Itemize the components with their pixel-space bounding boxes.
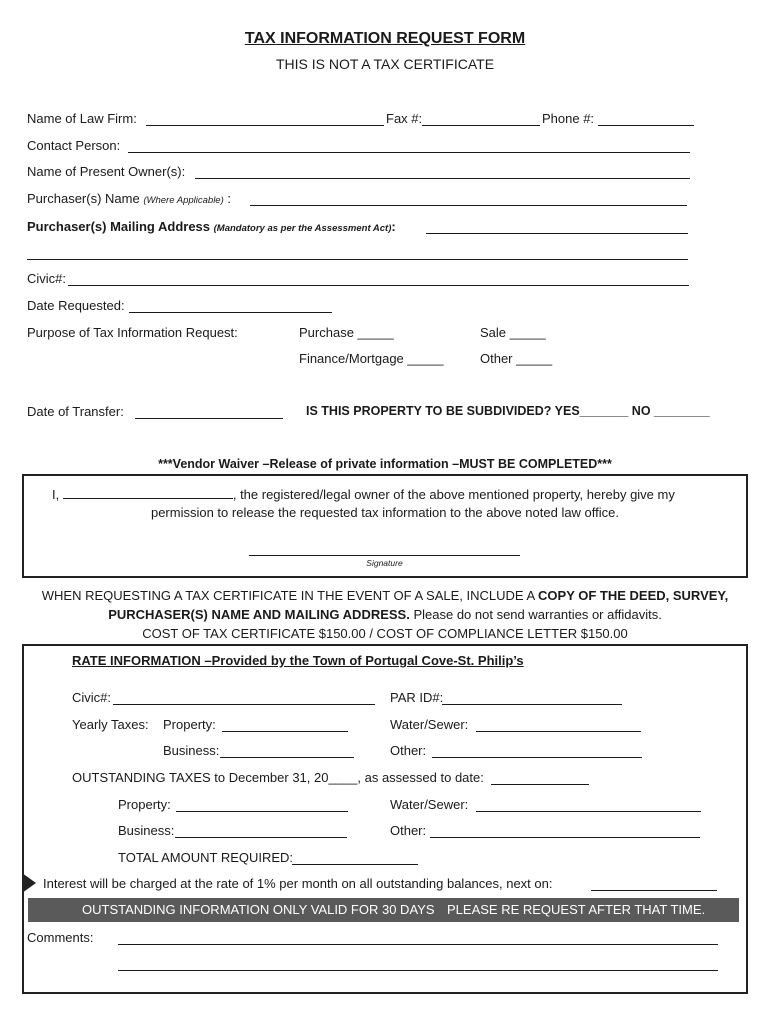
purchaser-name-input[interactable] <box>250 205 687 206</box>
owners-input[interactable] <box>195 178 690 179</box>
purchaser-name-text: Purchaser(s) Name <box>27 191 140 206</box>
outstanding-property-label: Property: <box>118 797 171 812</box>
comments-label: Comments: <box>27 930 94 945</box>
form-subtitle: THIS IS NOT A TAX CERTIFICATE <box>275 56 495 72</box>
waiver-line2: permission to release the requested tax information to the above noted law office. <box>150 505 620 520</box>
notice-line1-a: WHEN REQUESTING A TAX CERTIFICATE IN THE EVENT OF A SALE, INCLUDE A <box>41 588 539 603</box>
interest-text: Interest will be charged at the rate of 1% per month on all outstanding balances, next on: <box>43 876 553 891</box>
signature-label: Signature <box>366 558 403 568</box>
purchaser-name-colon: : <box>227 191 232 206</box>
yearly-business-label: Business: <box>163 743 220 758</box>
rate-heading: RATE INFORMATION –Provided by the Town of Portugal Cove-St. Philip’s <box>72 653 524 668</box>
par-input[interactable] <box>442 704 622 705</box>
notice-line2-a: PURCHASER(S) NAME AND MAILING ADDRESS. <box>108 607 410 622</box>
date-requested-input[interactable] <box>129 312 332 313</box>
mailing-address-note: (Mandatory as per the Assessment Act) <box>213 223 392 234</box>
banner-text-b: PLEASE RE REQUEST AFTER THAT TIME. <box>447 902 706 917</box>
outstanding-water-input[interactable] <box>476 811 701 812</box>
phone-label: Phone #: <box>542 111 595 126</box>
comments-input-2[interactable] <box>118 970 718 971</box>
mailing-address-input-2[interactable] <box>27 259 688 260</box>
par-label: PAR ID#: <box>390 690 444 705</box>
interest-date-input[interactable] <box>591 890 717 891</box>
phone-input[interactable] <box>598 125 694 126</box>
purpose-purchase[interactable]: Purchase _____ <box>299 325 394 340</box>
banner-text-a: OUTSTANDING INFORMATION ONLY VALID FOR 30 DAYS <box>82 902 435 917</box>
notice-line1 <box>0 588 770 603</box>
form-title: TAX INFORMATION REQUEST FORM <box>244 30 526 47</box>
outstanding-property-input[interactable] <box>176 811 348 812</box>
date-transfer-label: Date of Transfer: <box>27 404 124 419</box>
yearly-business-input[interactable] <box>220 757 354 758</box>
rate-info-box <box>22 644 748 994</box>
outstanding-water-label: Water/Sewer: <box>390 797 469 812</box>
owners-label: Name of Present Owner(s): <box>27 164 186 179</box>
subdivided-question: IS THIS PROPERTY TO BE SUBDIVIDED? YES_______ NO ________ <box>306 404 710 418</box>
purpose-other[interactable]: Other _____ <box>480 351 553 366</box>
notice-line2 <box>0 607 770 622</box>
purchaser-name-label <box>27 191 231 206</box>
notice-line3: COST OF TAX CERTIFICATE $150.00 / COST OF COMPLIANCE LETTER $150.00 <box>142 626 628 641</box>
mailing-address-colon: : <box>391 219 396 234</box>
waiver-line1-suffix: , the registered/legal owner of the above mentioned property, hereby give my <box>232 487 675 502</box>
waiver-owner-input[interactable] <box>63 486 233 499</box>
mailing-address-text: Purchaser(s) Mailing Address <box>27 219 211 234</box>
outstanding-label: OUTSTANDING TAXES to December 31, 20____, as assessed to date: <box>72 770 484 785</box>
rate-civic-input[interactable] <box>113 704 375 705</box>
outstanding-business-input[interactable] <box>175 837 347 838</box>
outstanding-other-label: Other: <box>390 823 427 838</box>
mailing-address-input[interactable] <box>426 233 688 234</box>
outstanding-input[interactable] <box>491 784 589 785</box>
arrow-marker-icon <box>22 873 36 893</box>
outstanding-business-label: Business: <box>118 823 175 838</box>
yearly-taxes-label: Yearly Taxes: <box>72 717 149 732</box>
date-transfer-input[interactable] <box>135 418 283 419</box>
fax-label: Fax #: <box>386 111 423 126</box>
total-input[interactable] <box>292 864 418 865</box>
outstanding-other-input[interactable] <box>430 837 700 838</box>
contact-label: Contact Person: <box>27 138 121 153</box>
purpose-finance[interactable]: Finance/Mortgage _____ <box>299 351 444 366</box>
rate-civic-label: Civic#: <box>72 690 112 705</box>
date-requested-label: Date Requested: <box>27 298 125 313</box>
law-firm-label: Name of Law Firm: <box>27 111 137 126</box>
notice-line2-b: Please do not send warranties or affidavits. <box>409 607 662 622</box>
purpose-sale[interactable]: Sale _____ <box>480 325 546 340</box>
signature-input[interactable] <box>249 555 520 556</box>
purchaser-name-note: (Where Applicable) <box>143 195 224 206</box>
yearly-other-input[interactable] <box>432 757 642 758</box>
total-label: TOTAL AMOUNT REQUIRED: <box>118 850 294 865</box>
waiver-heading: ***Vendor Waiver –Release of private information –MUST BE COMPLETED*** <box>158 457 612 471</box>
yearly-water-input[interactable] <box>476 731 641 732</box>
waiver-line1-prefix: I, <box>52 487 63 502</box>
validity-banner <box>28 898 739 922</box>
yearly-other-label: Other: <box>390 743 427 758</box>
waiver-line1 <box>52 486 675 502</box>
civic-input[interactable] <box>68 285 689 286</box>
yearly-property-label: Property: <box>163 717 216 732</box>
mailing-address-label <box>27 219 396 234</box>
civic-label: Civic#: <box>27 271 67 286</box>
contact-input[interactable] <box>128 152 690 153</box>
law-firm-input[interactable] <box>146 125 384 126</box>
purpose-label: Purpose of Tax Information Request: <box>27 325 238 340</box>
notice-line1-b: COPY OF THE DEED, SURVEY, <box>538 588 729 603</box>
comments-input-1[interactable] <box>118 944 718 945</box>
fax-input[interactable] <box>422 125 540 126</box>
yearly-property-input[interactable] <box>222 731 348 732</box>
yearly-water-label: Water/Sewer: <box>390 717 469 732</box>
